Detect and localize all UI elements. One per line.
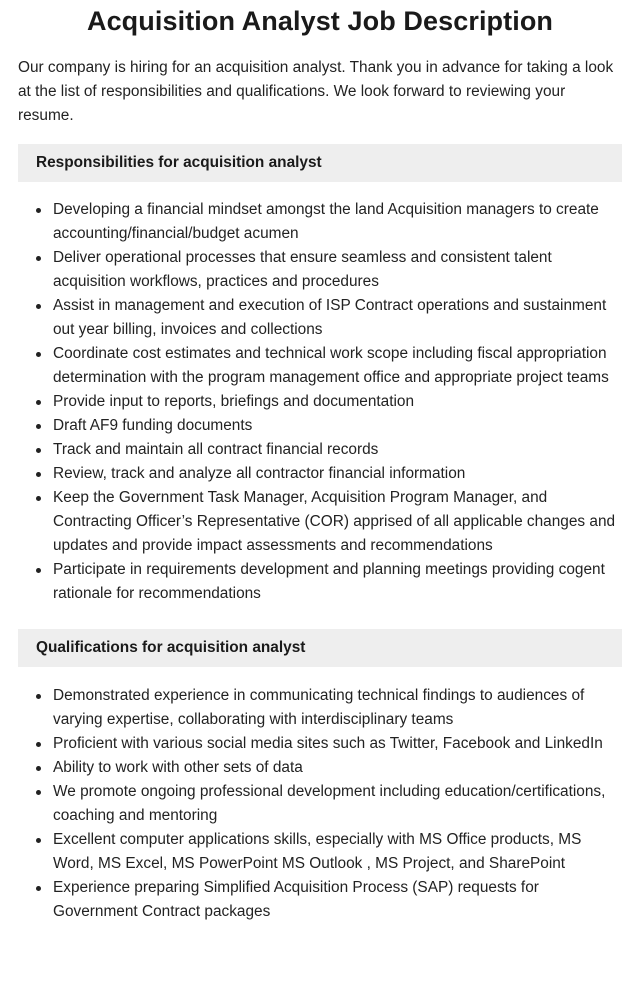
list-item: Proficient with various social media sites such as Twitter, Facebook and LinkedIn <box>18 732 622 756</box>
list-item: Assist in management and execution of ISP Contract operations and sustainment out year billing, invoices and collections <box>18 294 622 342</box>
list-item: Keep the Government Task Manager, Acquisition Program Manager, and Contracting Officer’s Representative (COR) apprised of all applicable changes and updates and provide impact assessments and recommendations <box>18 486 622 558</box>
qualifications-list <box>18 684 622 924</box>
list-item: Deliver operational processes that ensure seamless and consistent talent acquisition workflows, practices and procedures <box>18 246 622 294</box>
list-item: We promote ongoing professional development including education/certifications, coaching and mentoring <box>18 780 622 828</box>
list-item: Review, track and analyze all contractor financial information <box>18 462 622 486</box>
list-item: Demonstrated experience in communicating technical findings to audiences of varying expertise, collaborating with interdisciplinary teams <box>18 684 622 732</box>
list-item: Participate in requirements development and planning meetings providing cogent rationale for recommendations <box>18 558 622 606</box>
list-item: Ability to work with other sets of data <box>18 756 622 780</box>
list-item: Provide input to reports, briefings and documentation <box>18 390 622 414</box>
list-item: Excellent computer applications skills, especially with MS Office products, MS Word, MS Excel, MS PowerPoint MS Outlook , MS Project, and SharePoint <box>18 828 622 876</box>
list-item: Draft AF9 funding documents <box>18 414 622 438</box>
list-item: Developing a financial mindset amongst the land Acquisition managers to create accounting/financial/budget acumen <box>18 198 622 246</box>
list-item: Track and maintain all contract financial records <box>18 438 622 462</box>
list-item: Coordinate cost estimates and technical work scope including fiscal appropriation determination with the program management office and appropriate project teams <box>18 342 622 390</box>
responsibilities-heading: Responsibilities for acquisition analyst <box>18 144 622 182</box>
page-title: Acquisition Analyst Job Description <box>86 6 554 36</box>
responsibilities-list <box>18 198 622 606</box>
intro-paragraph: Our company is hiring for an acquisition analyst. Thank you in advance for taking a look at the list of responsibilities and qualifications. We look forward to reviewing your resume. <box>18 59 614 124</box>
list-item: Experience preparing Simplified Acquisition Process (SAP) requests for Government Contract packages <box>18 876 622 924</box>
qualifications-heading: Qualifications for acquisition analyst <box>18 629 622 667</box>
